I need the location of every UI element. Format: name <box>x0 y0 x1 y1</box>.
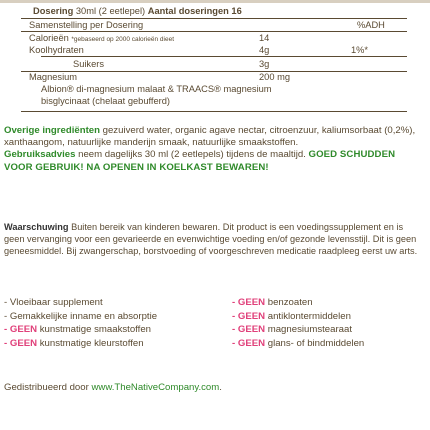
feature-left: - Vloeibaar supplement <box>4 297 103 308</box>
samenstelling-header: Samenstelling per Dosering <box>29 20 144 30</box>
feature-right: glans- of bindmiddelen <box>267 337 365 349</box>
calories-note: *gebaseerd op 2000 calorieën dieet <box>71 36 175 43</box>
feature-left: - Gemakkelijke inname en absorptie <box>4 310 158 322</box>
feature-right: benzoaten <box>267 297 313 308</box>
feature-prefix: - GEEN <box>4 337 38 349</box>
adh-header: %ADH <box>357 20 385 30</box>
warning-label: Waarschuwing <box>4 222 69 232</box>
distributor-period: . <box>219 382 222 393</box>
top-border <box>0 0 430 3</box>
distributor-line <box>4 382 222 393</box>
ingredients-label: Overige ingrediënten <box>4 125 100 136</box>
warning-block <box>4 221 424 257</box>
distributor-url[interactable]: www.TheNativeCompany.com <box>91 382 220 393</box>
magnesium-label: Magnesium <box>29 72 78 82</box>
usage-label: Gebruiksadvies <box>4 149 76 161</box>
feature-prefix: - GEEN <box>232 310 266 322</box>
nutrition-facts <box>21 5 407 107</box>
feature-row <box>4 310 424 324</box>
sugars-label: Suikers <box>73 59 105 69</box>
ingredients-usage <box>4 125 426 174</box>
usage-notice: GOED SCHUDDEN VOOR GEBRUIK! NA OPENEN IN KOELKAST BEWAREN! <box>4 149 396 173</box>
divider <box>41 56 407 57</box>
feature-right: antiklontermiddelen <box>267 310 351 322</box>
aantal-doseringen: Aantal doseringen 16 <box>147 6 242 16</box>
dosering-label: Dosering <box>33 6 74 16</box>
albion-line-1: Albion® di-magnesium malaat & TRAACS® magnesium <box>41 84 272 94</box>
carbs-label: Koolhydraten <box>29 45 84 55</box>
divider <box>21 111 407 112</box>
carbs-adh: 1%* <box>351 45 369 55</box>
feature-row <box>4 323 424 337</box>
feature-prefix: - GEEN <box>232 337 266 349</box>
sugars-value: 3g <box>259 59 270 69</box>
feature-row <box>4 296 424 310</box>
feature-prefix: - GEEN <box>4 324 38 336</box>
usage-paragraph <box>4 149 426 173</box>
feature-left: kunstmatige kleurstoffen <box>39 337 144 349</box>
calories-label: Calorieën <box>29 33 69 43</box>
feature-right: magnesiumstearaat <box>267 324 352 336</box>
carbs-value: 4g <box>259 45 270 55</box>
albion-line-2: bisglycinaat (chelaat gebufferd) <box>41 96 171 106</box>
calories-value: 14 <box>259 33 270 43</box>
feature-row <box>4 337 424 351</box>
feature-prefix: - GEEN <box>232 297 266 308</box>
warning-text: Buiten bereik van kinderen bewaren. Dit product is een voedingssupplement en is geen vervanging voor een gevarieerde en evenwichtige voeding en/of gezonde levensstijl. Dit is geen geneesmiddel. Bij zwangerschap, borstvoeding of voorgeschreven medicatie raadpleeg eerst uw arts. <box>4 222 418 256</box>
feature-prefix: - GEEN <box>232 324 266 336</box>
feature-left: kunstmatige smaakstoffen <box>39 324 152 336</box>
dosering-text: 30ml (2 eetlepel) <box>75 6 146 16</box>
magnesium-value: 200 mg <box>259 72 291 82</box>
usage-text: neem dagelijks 30 ml (2 eetlepels) tijdens de maaltijd. <box>78 149 306 161</box>
feature-list <box>4 296 424 350</box>
distributor-label: Gedistribueerd door <box>4 382 89 393</box>
ingredients-paragraph <box>4 125 426 149</box>
ingredients-text: gezuiverd water, organic agave nectar, citroenzuur, kaliumsorbaat (0,2%), xanthaangom, natuurlijke manderijn smaak, natuurlijke smaakstoffen. <box>4 125 416 149</box>
